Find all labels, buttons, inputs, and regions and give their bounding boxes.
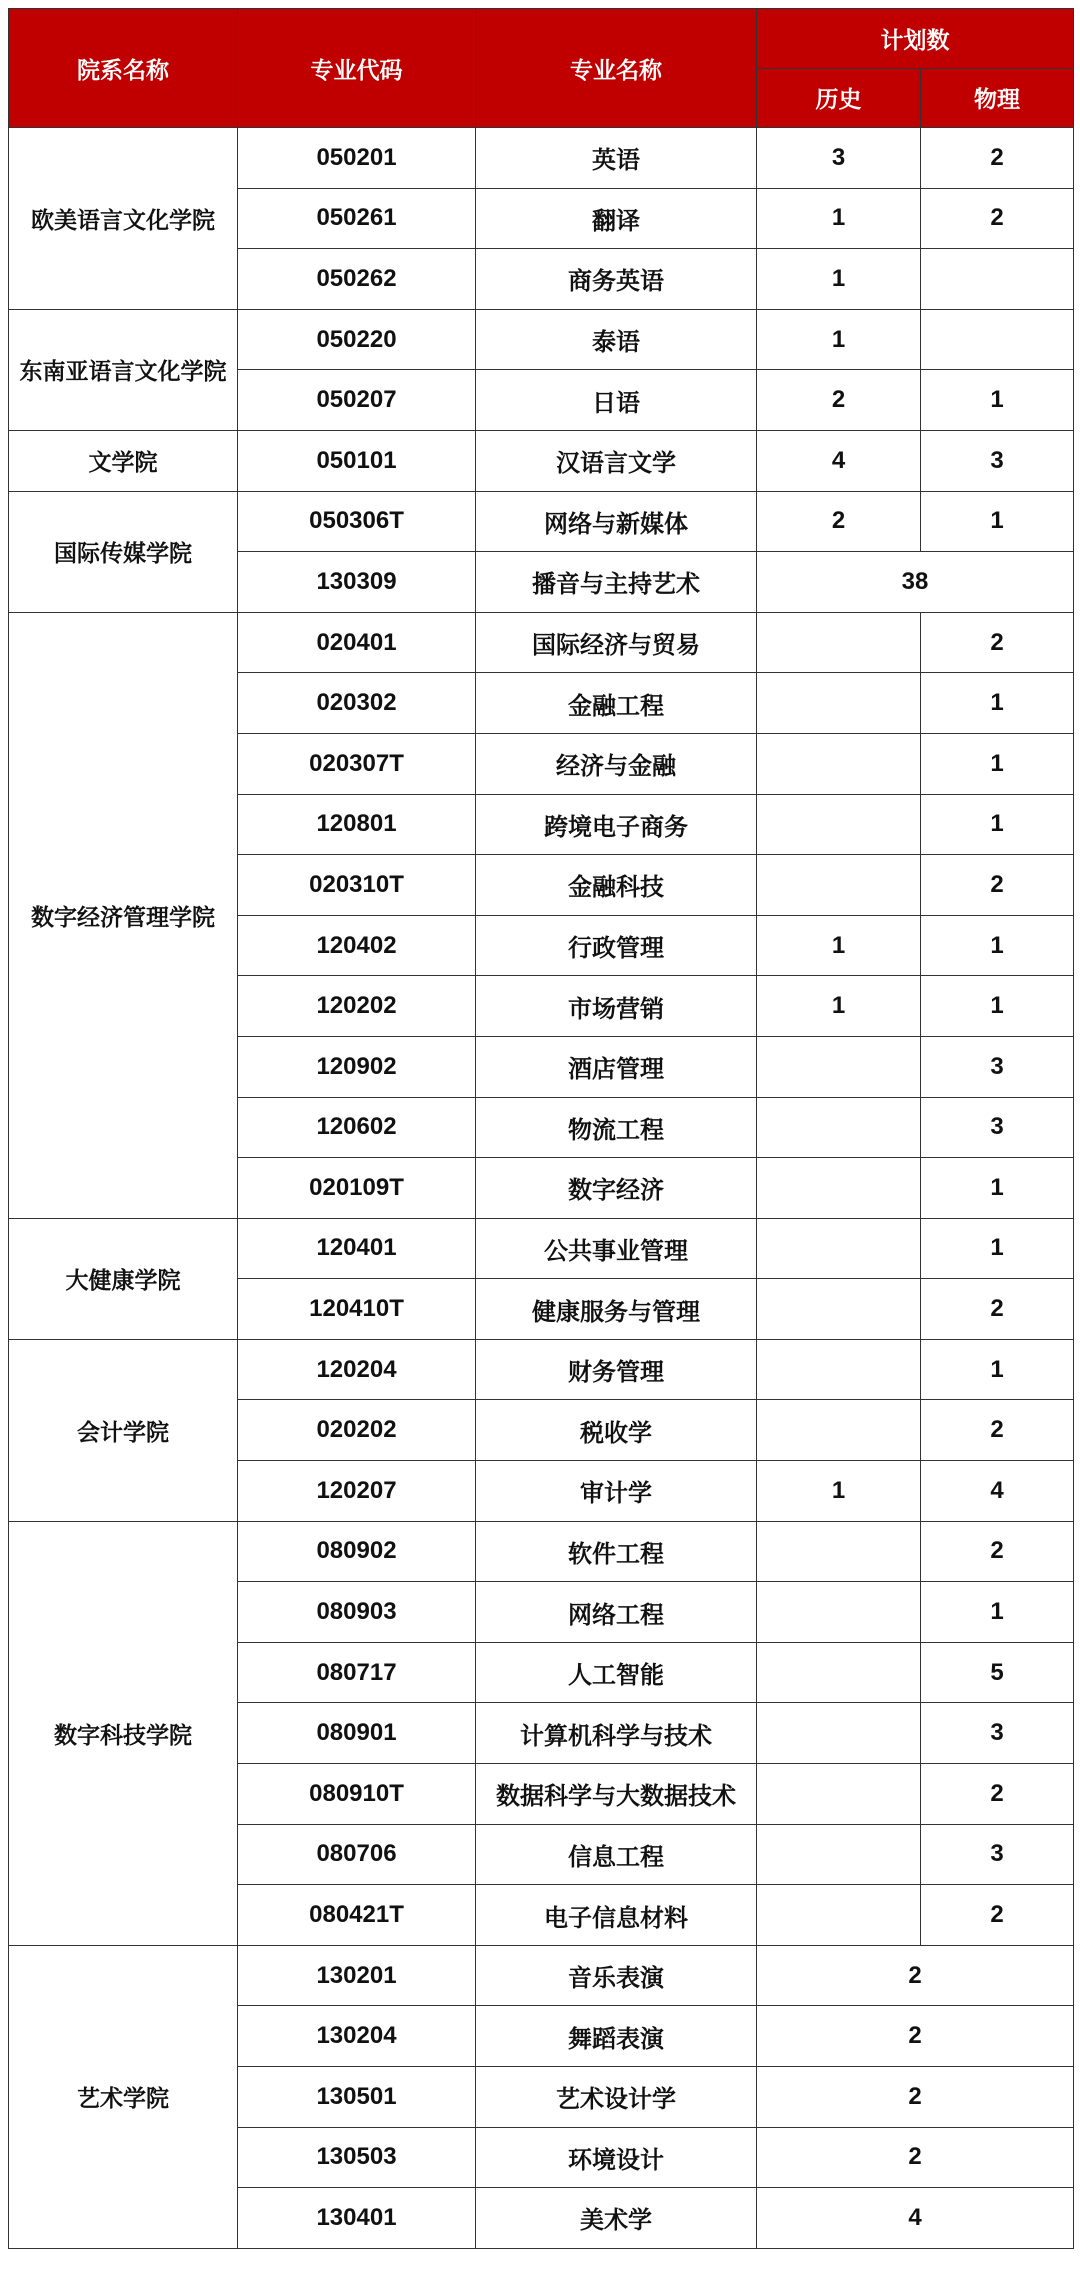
major-name-cell: 行政管理 xyxy=(476,915,757,976)
header-physics: 物理 xyxy=(921,68,1074,128)
plan-history-cell xyxy=(757,673,921,734)
plan-physics-cell: 4 xyxy=(921,1461,1074,1522)
major-name-cell: 市场营销 xyxy=(476,976,757,1037)
major-name-cell: 音乐表演 xyxy=(476,1945,757,2006)
plan-history-cell xyxy=(757,1521,921,1582)
department-cell: 文学院 xyxy=(9,430,238,491)
plan-history-cell xyxy=(757,794,921,855)
major-name-cell: 舞蹈表演 xyxy=(476,2006,757,2067)
major-code-cell: 120902 xyxy=(238,1036,476,1097)
major-name-cell: 泰语 xyxy=(476,309,757,370)
plan-combined-cell: 38 xyxy=(757,552,1074,613)
department-cell: 艺术学院 xyxy=(9,1945,238,2248)
plan-physics-cell: 3 xyxy=(921,1824,1074,1885)
plan-history-cell xyxy=(757,1097,921,1158)
plan-history-cell: 1 xyxy=(757,249,921,310)
plan-physics-cell: 1 xyxy=(921,1158,1074,1219)
major-code-cell: 050201 xyxy=(238,128,476,189)
department-cell: 数字经济管理学院 xyxy=(9,612,238,1218)
plan-history-cell xyxy=(757,1703,921,1764)
table-row xyxy=(9,1218,1074,1279)
department-cell: 欧美语言文化学院 xyxy=(9,128,238,310)
major-code-cell: 120204 xyxy=(238,1339,476,1400)
plan-history-cell: 2 xyxy=(757,370,921,431)
major-name-cell: 计算机科学与技术 xyxy=(476,1703,757,1764)
plan-history-cell xyxy=(757,1400,921,1461)
plan-history-cell xyxy=(757,855,921,916)
major-code-cell: 080901 xyxy=(238,1703,476,1764)
major-code-cell: 120207 xyxy=(238,1461,476,1522)
header-dept: 院系名称 xyxy=(9,9,238,128)
plan-history-cell xyxy=(757,1158,921,1219)
plan-history-cell: 1 xyxy=(757,1461,921,1522)
plan-history-cell: 3 xyxy=(757,128,921,189)
major-code-cell: 080902 xyxy=(238,1521,476,1582)
major-code-cell: 080717 xyxy=(238,1642,476,1703)
table-body xyxy=(9,128,1074,2249)
plan-history-cell xyxy=(757,1582,921,1643)
header-history: 历史 xyxy=(757,68,921,128)
table-row xyxy=(9,430,1074,491)
major-name-cell: 健康服务与管理 xyxy=(476,1279,757,1340)
plan-combined-cell: 2 xyxy=(757,1945,1074,2006)
major-code-cell: 120202 xyxy=(238,976,476,1037)
plan-combined-cell: 2 xyxy=(757,2127,1074,2188)
department-cell: 国际传媒学院 xyxy=(9,491,238,612)
major-name-cell: 日语 xyxy=(476,370,757,431)
major-code-cell: 020310T xyxy=(238,855,476,916)
major-name-cell: 酒店管理 xyxy=(476,1036,757,1097)
major-code-cell: 130401 xyxy=(238,2188,476,2249)
plan-history-cell: 1 xyxy=(757,915,921,976)
major-name-cell: 财务管理 xyxy=(476,1339,757,1400)
table-row xyxy=(9,491,1074,552)
plan-physics-cell: 2 xyxy=(921,1764,1074,1825)
header-plan: 计划数 xyxy=(757,9,1074,69)
major-code-cell: 020401 xyxy=(238,612,476,673)
plan-physics-cell: 3 xyxy=(921,1036,1074,1097)
plan-physics-cell: 2 xyxy=(921,612,1074,673)
major-code-cell: 120401 xyxy=(238,1218,476,1279)
plan-combined-cell: 2 xyxy=(757,2006,1074,2067)
major-code-cell: 130204 xyxy=(238,2006,476,2067)
plan-physics-cell: 1 xyxy=(921,1218,1074,1279)
major-name-cell: 物流工程 xyxy=(476,1097,757,1158)
plan-physics-cell: 2 xyxy=(921,855,1074,916)
major-code-cell: 020109T xyxy=(238,1158,476,1219)
major-name-cell: 人工智能 xyxy=(476,1642,757,1703)
department-cell: 大健康学院 xyxy=(9,1218,238,1339)
major-code-cell: 130501 xyxy=(238,2067,476,2128)
plan-physics-cell: 1 xyxy=(921,733,1074,794)
plan-physics-cell: 5 xyxy=(921,1642,1074,1703)
major-code-cell: 020302 xyxy=(238,673,476,734)
major-name-cell: 数字经济 xyxy=(476,1158,757,1219)
plan-physics-cell: 1 xyxy=(921,673,1074,734)
plan-history-cell: 4 xyxy=(757,430,921,491)
major-name-cell: 网络工程 xyxy=(476,1582,757,1643)
major-code-cell: 050207 xyxy=(238,370,476,431)
department-cell: 东南亚语言文化学院 xyxy=(9,309,238,430)
plan-physics-cell xyxy=(921,309,1074,370)
plan-history-cell xyxy=(757,1339,921,1400)
table-header xyxy=(9,9,1074,128)
department-cell: 数字科技学院 xyxy=(9,1521,238,1945)
major-code-cell: 050220 xyxy=(238,309,476,370)
enrollment-plan-table xyxy=(8,8,1074,2249)
plan-history-cell xyxy=(757,1279,921,1340)
plan-combined-cell: 4 xyxy=(757,2188,1074,2249)
plan-history-cell: 1 xyxy=(757,188,921,249)
header-major: 专业名称 xyxy=(476,9,757,128)
major-code-cell: 050262 xyxy=(238,249,476,310)
plan-physics-cell: 2 xyxy=(921,1279,1074,1340)
plan-physics-cell: 2 xyxy=(921,1400,1074,1461)
major-code-cell: 120602 xyxy=(238,1097,476,1158)
plan-history-cell xyxy=(757,612,921,673)
major-code-cell: 120410T xyxy=(238,1279,476,1340)
table-row xyxy=(9,1945,1074,2006)
major-name-cell: 汉语言文学 xyxy=(476,430,757,491)
plan-history-cell xyxy=(757,1036,921,1097)
major-code-cell: 050261 xyxy=(238,188,476,249)
plan-physics-cell: 1 xyxy=(921,976,1074,1037)
plan-physics-cell: 2 xyxy=(921,128,1074,189)
major-code-cell: 080903 xyxy=(238,1582,476,1643)
plan-physics-cell: 3 xyxy=(921,430,1074,491)
plan-physics-cell: 1 xyxy=(921,915,1074,976)
major-code-cell: 120801 xyxy=(238,794,476,855)
major-name-cell: 播音与主持艺术 xyxy=(476,552,757,613)
major-code-cell: 130503 xyxy=(238,2127,476,2188)
major-code-cell: 080421T xyxy=(238,1885,476,1946)
major-name-cell: 数据科学与大数据技术 xyxy=(476,1764,757,1825)
plan-physics-cell: 1 xyxy=(921,1339,1074,1400)
plan-history-cell xyxy=(757,1642,921,1703)
plan-physics-cell: 1 xyxy=(921,1582,1074,1643)
department-cell: 会计学院 xyxy=(9,1339,238,1521)
major-code-cell: 130201 xyxy=(238,1945,476,2006)
major-name-cell: 美术学 xyxy=(476,2188,757,2249)
plan-physics-cell: 2 xyxy=(921,1521,1074,1582)
major-name-cell: 艺术设计学 xyxy=(476,2067,757,2128)
table-row xyxy=(9,1339,1074,1400)
major-name-cell: 网络与新媒体 xyxy=(476,491,757,552)
plan-physics-cell: 1 xyxy=(921,370,1074,431)
plan-physics-cell: 1 xyxy=(921,491,1074,552)
plan-history-cell: 1 xyxy=(757,976,921,1037)
major-name-cell: 信息工程 xyxy=(476,1824,757,1885)
table-row xyxy=(9,1521,1074,1582)
major-name-cell: 金融工程 xyxy=(476,673,757,734)
major-code-cell: 080910T xyxy=(238,1764,476,1825)
table-row xyxy=(9,128,1074,189)
plan-physics-cell: 3 xyxy=(921,1097,1074,1158)
plan-history-cell xyxy=(757,1885,921,1946)
header-row xyxy=(9,9,1074,69)
plan-physics-cell xyxy=(921,249,1074,310)
major-code-cell: 130309 xyxy=(238,552,476,613)
major-name-cell: 税收学 xyxy=(476,1400,757,1461)
plan-physics-cell: 2 xyxy=(921,1885,1074,1946)
major-name-cell: 商务英语 xyxy=(476,249,757,310)
plan-history-cell: 1 xyxy=(757,309,921,370)
plan-history-cell: 2 xyxy=(757,491,921,552)
plan-history-cell xyxy=(757,1218,921,1279)
major-name-cell: 国际经济与贸易 xyxy=(476,612,757,673)
major-name-cell: 经济与金融 xyxy=(476,733,757,794)
major-name-cell: 英语 xyxy=(476,128,757,189)
major-name-cell: 审计学 xyxy=(476,1461,757,1522)
plan-combined-cell: 2 xyxy=(757,2067,1074,2128)
major-name-cell: 环境设计 xyxy=(476,2127,757,2188)
header-code: 专业代码 xyxy=(238,9,476,128)
major-code-cell: 120402 xyxy=(238,915,476,976)
major-name-cell: 电子信息材料 xyxy=(476,1885,757,1946)
table-row xyxy=(9,612,1074,673)
plan-history-cell xyxy=(757,733,921,794)
major-name-cell: 翻译 xyxy=(476,188,757,249)
plan-physics-cell: 3 xyxy=(921,1703,1074,1764)
major-name-cell: 软件工程 xyxy=(476,1521,757,1582)
major-name-cell: 跨境电子商务 xyxy=(476,794,757,855)
major-code-cell: 020202 xyxy=(238,1400,476,1461)
plan-physics-cell: 1 xyxy=(921,794,1074,855)
table-row xyxy=(9,309,1074,370)
plan-physics-cell: 2 xyxy=(921,188,1074,249)
major-code-cell: 050101 xyxy=(238,430,476,491)
plan-history-cell xyxy=(757,1824,921,1885)
plan-history-cell xyxy=(757,1764,921,1825)
major-code-cell: 050306T xyxy=(238,491,476,552)
major-name-cell: 金融科技 xyxy=(476,855,757,916)
major-name-cell: 公共事业管理 xyxy=(476,1218,757,1279)
major-code-cell: 020307T xyxy=(238,733,476,794)
major-code-cell: 080706 xyxy=(238,1824,476,1885)
